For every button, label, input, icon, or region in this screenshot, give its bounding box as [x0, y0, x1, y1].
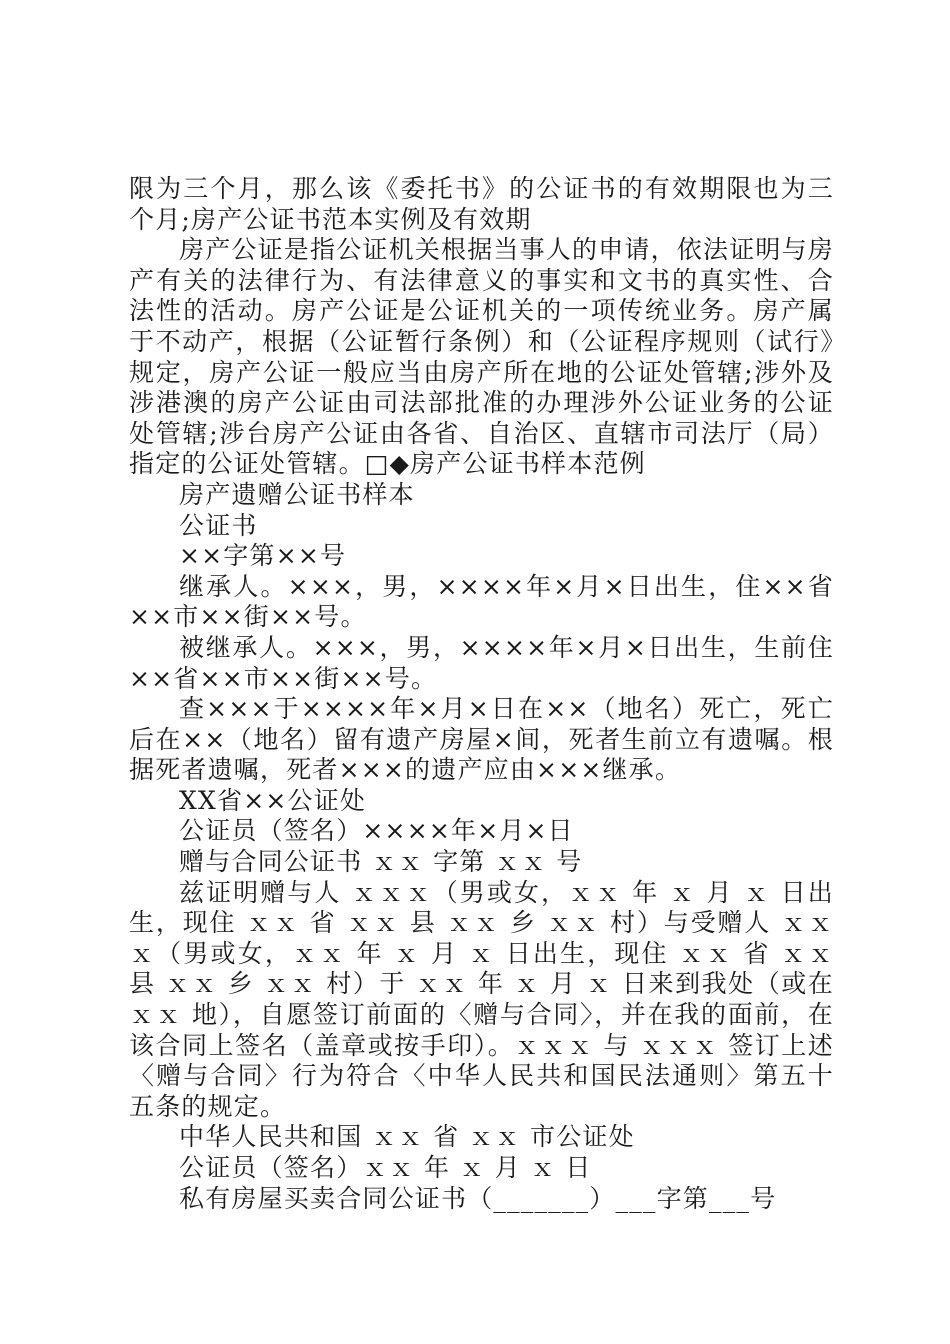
certificate-number: ××字第××号: [179, 541, 347, 571]
heading-notarial-certificate: 公证书: [179, 510, 258, 540]
paragraph-gift-contract-body: 兹证明赠与人 ｘｘｘ（男或女，ｘｘ 年 ｘ 月 ｘ 日出生，现住 ｘｘ 省 ｘｘ 县 ｘｘ 乡 ｘｘ 村）与受赠人 ｘｘｘ（男或女，ｘｘ 年 ｘ 月 ｘ 日出生，现住 ｘｘ 省 ｘｘ 县 ｘｘ 乡 ｘｘ 村）于 ｘｘ 年 ｘ 月 ｘ 日来到我处（或在 ｘｘ 地），自愿签订前面的〈赠与合同〉，并在我的面前，在该合同上签名（盖章或按手印）。ｘｘｘ 与 ｘｘｘ 签订上述〈赠与合同〉行为符合〈中华人民共和国民法通则〉第五十五条的规定。: [129, 877, 834, 1121]
heading-house-sale-certificate: 私有房屋买卖合同公证书（_______）___字第___号: [179, 1183, 777, 1213]
paragraph-decedent: 被继承人。×××，男，××××年×月×日出生，生前住××省××市××街××号。: [129, 632, 834, 693]
gift-notary-office: 中华人民共和国 ｘｘ 省 ｘｘ 市公证处: [179, 1122, 635, 1152]
gift-notary-signature-date: 公证员（签名）ｘｘ 年 ｘ 月 ｘ 日: [179, 1153, 592, 1182]
notary-office-signature: XX省××公证处: [179, 785, 367, 815]
paragraph-property-notarization-definition: 房产公证是指公证机关根据当事人的申请，依法证明与房产有关的法律行为、有法律意义的事实和文书的真实性、合法性的活动。房产公证是公证机关的一项传统业务。房产属于不动产，根据（公证暂行条例）和（公证程序规则（试行》规定，房产公证一般应当由房产所在地的公证处管辖;涉外及涉港澳的房产公证由司法部批准的办理涉外公证业务的公证处管辖;涉台房产公证由各省、自治区、直辖市司法厅（局）指定的公证处管辖。□◆房产公证书样本范例: [129, 235, 835, 479]
notary-signature-date: 公证员（签名）××××年×月×日: [179, 816, 574, 846]
heading-gift-contract-certificate: 赠与合同公证书 ｘｘ 字第 ｘｘ 号: [179, 847, 583, 877]
document-body: [129, 174, 834, 1214]
paragraph-validity-intro: 限为三个月，那么该《委托书》的公证书的有效期限也为三个月;房产公证书范本实例及有效期: [129, 174, 834, 234]
paragraph-will-finding: 查×××于××××年×月×日在××（地名）死亡，死亡后在××（地名）留有遗产房屋×间，死者生前立有遗嘱。根据死者遗嘱，死者×××的遗产应由×××继承。: [129, 694, 834, 785]
heading-bequest-sample: 房产遗赠公证书样本: [179, 479, 415, 509]
paragraph-heir: 继承人。×××，男，××××年×月×日出生，住××省××市××街××号。: [129, 571, 834, 632]
